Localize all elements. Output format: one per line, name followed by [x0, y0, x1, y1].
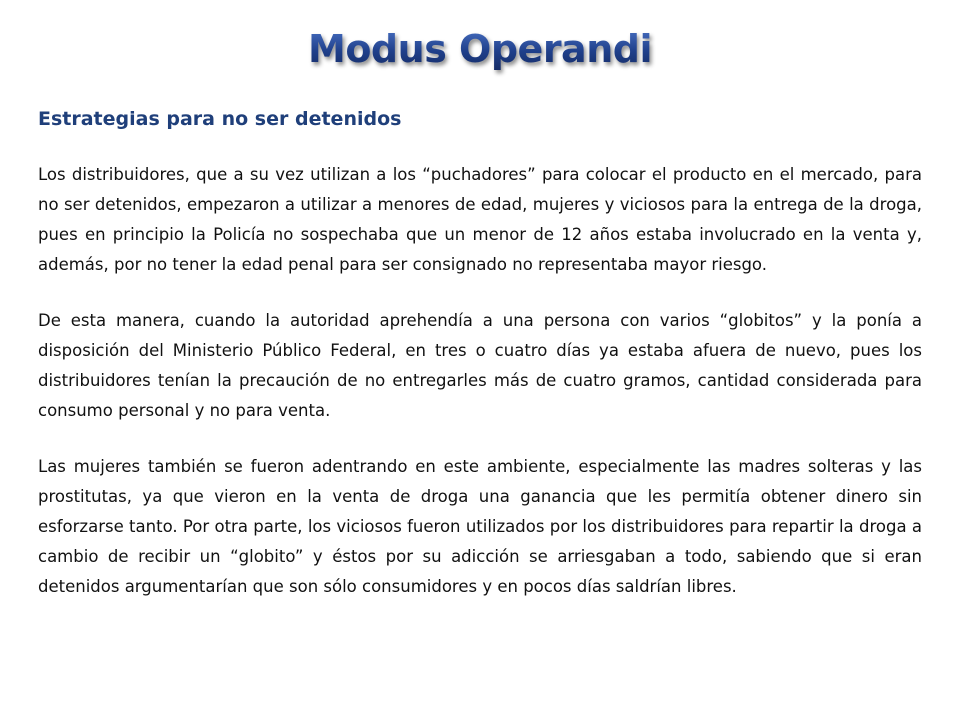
body-text [38, 160, 922, 628]
page-title: Modus Operandi [0, 26, 960, 72]
paragraph-2: De esta manera, cuando la autoridad aprehendía a una persona con varios “globitos” y la ponía a disposición del Ministerio Público Federal, en tres o cuatro días ya estaba afuera de nuevo, pues los distribuidores tenían la precaución de no entregarles más de cuatro gramos, cantidad considerada para consumo personal y no para venta. [38, 311, 922, 420]
paragraph-3: Las mujeres también se fueron adentrando en este ambiente, especialmente las madres solteras y las prostitutas, ya que vieron en la venta de droga una ganancia que les permitía obtener dinero sin esforzarse tanto. Por otra parte, los viciosos fueron utilizados por los distribuidores para repartir la droga a cambio de recibir un “globito” y éstos por su adicción se arriesgaban a todo, sabiendo que si eran detenidos argumentarían que son sólo consumidores y en pocos días saldrían libres. [38, 457, 922, 596]
section-heading: Estrategias para no ser detenidos [38, 108, 402, 130]
paragraph-1: Los distribuidores, que a su vez utilizan a los “puchadores” para colocar el producto en el mercado, para no ser detenidos, empezaron a utilizar a menores de edad, mujeres y viciosos para la entrega de la droga, pues en principio la Policía no sospechaba que un menor de 12 años estaba involucrado en la venta y, además, por no tener la edad penal para ser consignado no representaba mayor riesgo. [38, 165, 922, 274]
